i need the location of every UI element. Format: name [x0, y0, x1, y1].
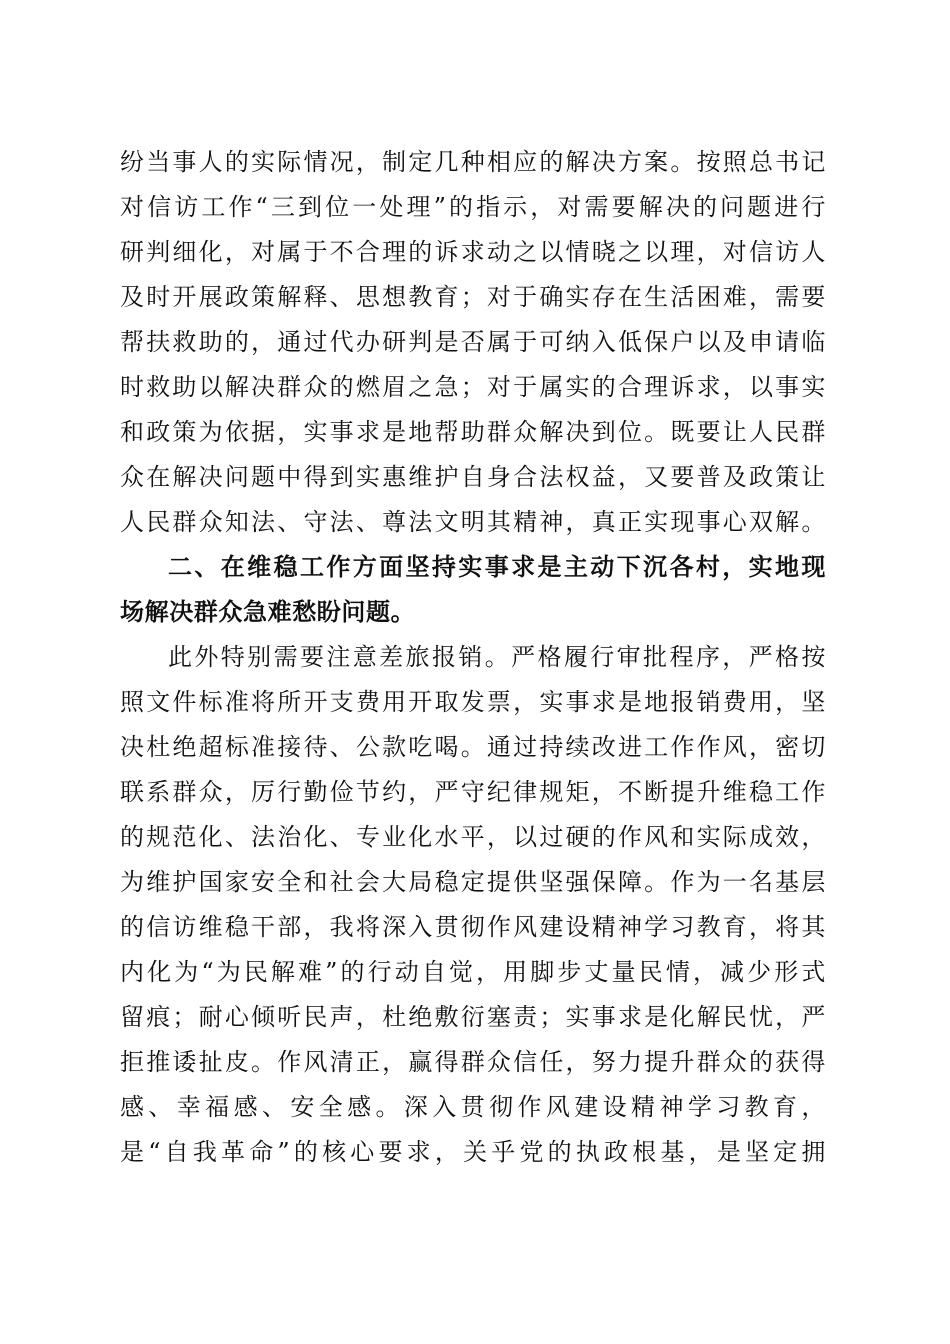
text-line: 此外特别需要注意差旅报销。严格履行审批程序，严格按	[168, 643, 826, 671]
text-line: 和政策为依据，实事求是地帮助群众解决到位。既要让人民群	[120, 418, 826, 446]
text-line: 联系群众，厉行勤俭节约，严守纪律规矩，不断提升维稳工作	[120, 778, 826, 806]
text-line: 照文件标准将所开支费用开取发票，实事求是地报销费用，坚	[120, 688, 826, 716]
text-line: 纷当事人的实际情况，制定几种相应的解决方案。按照总书记	[120, 148, 826, 176]
text-line: 拒推诿扯皮。作风清正，赢得群众信任，努力提升群众的获得	[120, 1048, 826, 1076]
heading-line: 场解决群众急难愁盼问题。	[120, 598, 416, 626]
text-line: 及时开展政策解释、思想教育；对于确实存在生活困难，需要	[120, 283, 826, 311]
text-line: 对信访工作“三到位一处理”的指示，对需要解决的问题进行	[120, 193, 826, 221]
text-line: 是“自我革命”的核心要求，关乎党的执政根基，是坚定拥	[120, 1138, 826, 1166]
text-line: 人民群众知法、守法、尊法文明其精神，真正实现事心双解。	[120, 508, 826, 536]
text-line: 的规范化、法治化、专业化水平，以过硬的作风和实际成效，	[120, 823, 826, 851]
paragraph-petition-handling	[120, 140, 826, 545]
text-line: 研判细化，对属于不合理的诉求动之以情晓之以理，对信访人	[120, 238, 826, 266]
text-line: 众在解决问题中得到实惠维护自身合法权益，又要普及政策让	[120, 463, 826, 491]
document-body	[120, 140, 826, 1175]
text-line: 时救助以解决群众的燃眉之急；对于属实的合理诉求，以事实	[120, 373, 826, 401]
text-line: 帮扶救助的，通过代办研判是否属于可纳入低保户以及申请临	[120, 328, 826, 356]
section-heading	[120, 545, 826, 635]
text-line: 决杜绝超标准接待、公款吃喝。通过持续改进工作作风，密切	[120, 733, 826, 761]
text-line: 内化为“为民解难”的行动自觉，用脚步丈量民情，减少形式	[120, 958, 826, 986]
paragraph-travel-reimbursement	[120, 635, 826, 1175]
text-line: 的信访维稳干部，我将深入贯彻作风建设精神学习教育，将其	[120, 913, 826, 941]
heading-line: 二、在维稳工作方面坚持实事求是主动下沉各村，实地现	[168, 553, 826, 581]
text-line: 感、幸福感、安全感。深入贯彻作风建设精神学习教育，	[120, 1093, 826, 1121]
text-line: 留痕；耐心倾听民声，杜绝敷衍塞责；实事求是化解民忧，严	[120, 1003, 826, 1031]
text-line: 为维护国家安全和社会大局稳定提供坚强保障。作为一名基层	[120, 868, 826, 896]
